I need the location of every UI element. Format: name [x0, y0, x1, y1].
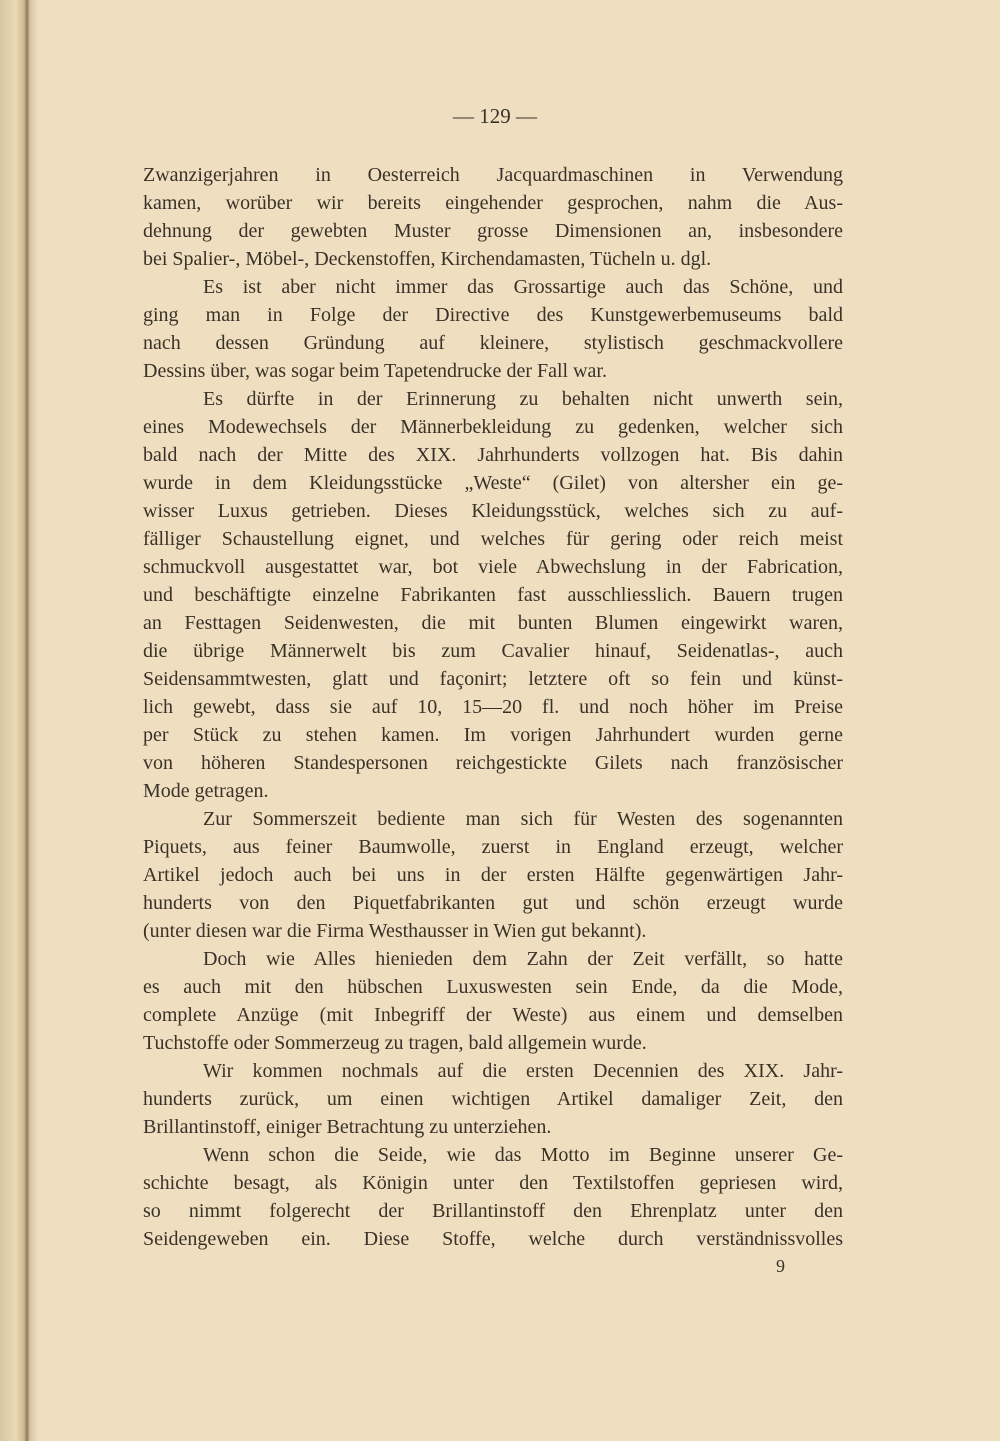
paragraph — [143, 945, 843, 1057]
text-line: Tuchstoffe oder Sommerzeug zu tragen, bald allgemein wurde. — [143, 1032, 647, 1054]
text-line: Es dürfte in der Erinnerung zu behalten nicht unwerth sein, — [203, 388, 843, 410]
text-line: eines Modewechsels der Männerbekleidung zu gedenken, welcher sich — [143, 416, 843, 438]
text-line: wurde in dem Kleidungsstücke „Weste“ (Gilet) von altersher ein ge- — [143, 472, 843, 494]
paragraph — [143, 273, 843, 385]
text-line: Wenn schon die Seide, wie das Motto im Beginne unserer Ge- — [203, 1144, 843, 1166]
text-line: schmuckvoll ausgestattet war, bot viele Abwechslung in der Fabrication, — [143, 556, 843, 578]
text-line: bald nach der Mitte des XIX. Jahrhunderts vollzogen hat. Bis dahin — [143, 444, 843, 466]
text-line: die übrige Männerwelt bis zum Cavalier hinauf, Seidenatlas-, auch — [143, 640, 843, 662]
text-line: lich gewebt, dass sie auf 10, 15—20 fl. und noch höher im Preise — [143, 696, 843, 718]
text-line: Es ist aber nicht immer das Grossartige auch das Schöne, und — [203, 276, 843, 298]
text-line: nach dessen Gründung auf kleinere, stylistisch geschmackvollere — [143, 332, 843, 354]
text-line: Dessins über, was sogar beim Tapetendrucke der Fall war. — [143, 360, 607, 382]
text-line: complete Anzüge (mit Inbegriff der Weste) aus einem und demselben — [143, 1004, 843, 1026]
text-line: hunderts von den Piquetfabrikanten gut und schön erzeugt wurde — [143, 892, 843, 914]
page-number: — 129 — — [453, 104, 537, 128]
text-line: hunderts zurück, um einen wichtigen Artikel damaliger Zeit, den — [143, 1088, 843, 1110]
text-line: per Stück zu stehen kamen. Im vorigen Jahrhundert wurden gerne — [143, 724, 843, 746]
text-line: Piquets, aus feiner Baumwolle, zuerst in England erzeugt, welcher — [143, 836, 843, 858]
text-line: an Festtagen Seidenwesten, die mit bunten Blumen eingewirkt waren, — [143, 612, 843, 634]
paragraph — [143, 1141, 843, 1253]
text-line: Zwanzigerjahren in Oesterreich Jacquardmaschinen in Verwendung — [143, 164, 843, 186]
text-line: ging man in Folge der Directive des Kunstgewerbemuseums bald — [143, 304, 843, 326]
text-line: Doch wie Alles hienieden dem Zahn der Zeit verfällt, so hatte — [203, 948, 843, 970]
text-line: schichte besagt, als Königin unter den Textilstoffen gepriesen wird, — [143, 1172, 843, 1194]
book-binding-edge — [0, 0, 38, 1441]
text-line: Wir kommen nochmals auf die ersten Decennien des XIX. Jahr- — [203, 1060, 843, 1082]
text-line: Artikel jedoch auch bei uns in der ersten Hälfte gegenwärtigen Jahr- — [143, 864, 843, 886]
text-line: Seidengeweben ein. Diese Stoffe, welche durch verständnissvolles — [143, 1228, 843, 1250]
text-line: Zur Sommerszeit bediente man sich für Westen des sogenannten — [203, 808, 843, 830]
text-line: von höheren Standespersonen reichgestickte Gilets nach französischer — [143, 752, 843, 774]
text-line: Mode getragen. — [143, 780, 269, 802]
text-line: Brillantinstoff, einiger Betrachtung zu unterziehen. — [143, 1116, 552, 1138]
body-text — [143, 161, 843, 1253]
text-line: (unter diesen war die Firma Westhausser in Wien gut bekannt). — [143, 920, 647, 942]
signature-mark: 9 — [776, 1256, 785, 1276]
paragraph — [143, 161, 843, 273]
paragraph — [143, 385, 843, 805]
paragraph — [143, 1057, 843, 1141]
paragraph — [143, 805, 843, 945]
text-line: kamen, worüber wir bereits eingehender gesprochen, nahm die Aus- — [143, 192, 843, 214]
text-line: und beschäftigte einzelne Fabrikanten fast ausschliesslich. Bauern trugen — [143, 584, 843, 606]
text-line: es auch mit den hübschen Luxuswesten sein Ende, da die Mode, — [143, 976, 843, 998]
text-line: bei Spalier-, Möbel-, Deckenstoffen, Kirchendamasten, Tücheln u. dgl. — [143, 248, 712, 270]
text-line: fälliger Schaustellung eignet, und welches für gering oder reich meist — [143, 528, 843, 550]
text-line: Seidensammtwesten, glatt und façonirt; letztere oft so fein und künst- — [143, 668, 843, 690]
text-line: so nimmt folgerecht der Brillantinstoff den Ehrenplatz unter den — [143, 1200, 843, 1222]
text-line: dehnung der gewebten Muster grosse Dimensionen an, insbesondere — [143, 220, 843, 242]
text-line: wisser Luxus getrieben. Dieses Kleidungsstück, welches sich zu auf- — [143, 500, 843, 522]
